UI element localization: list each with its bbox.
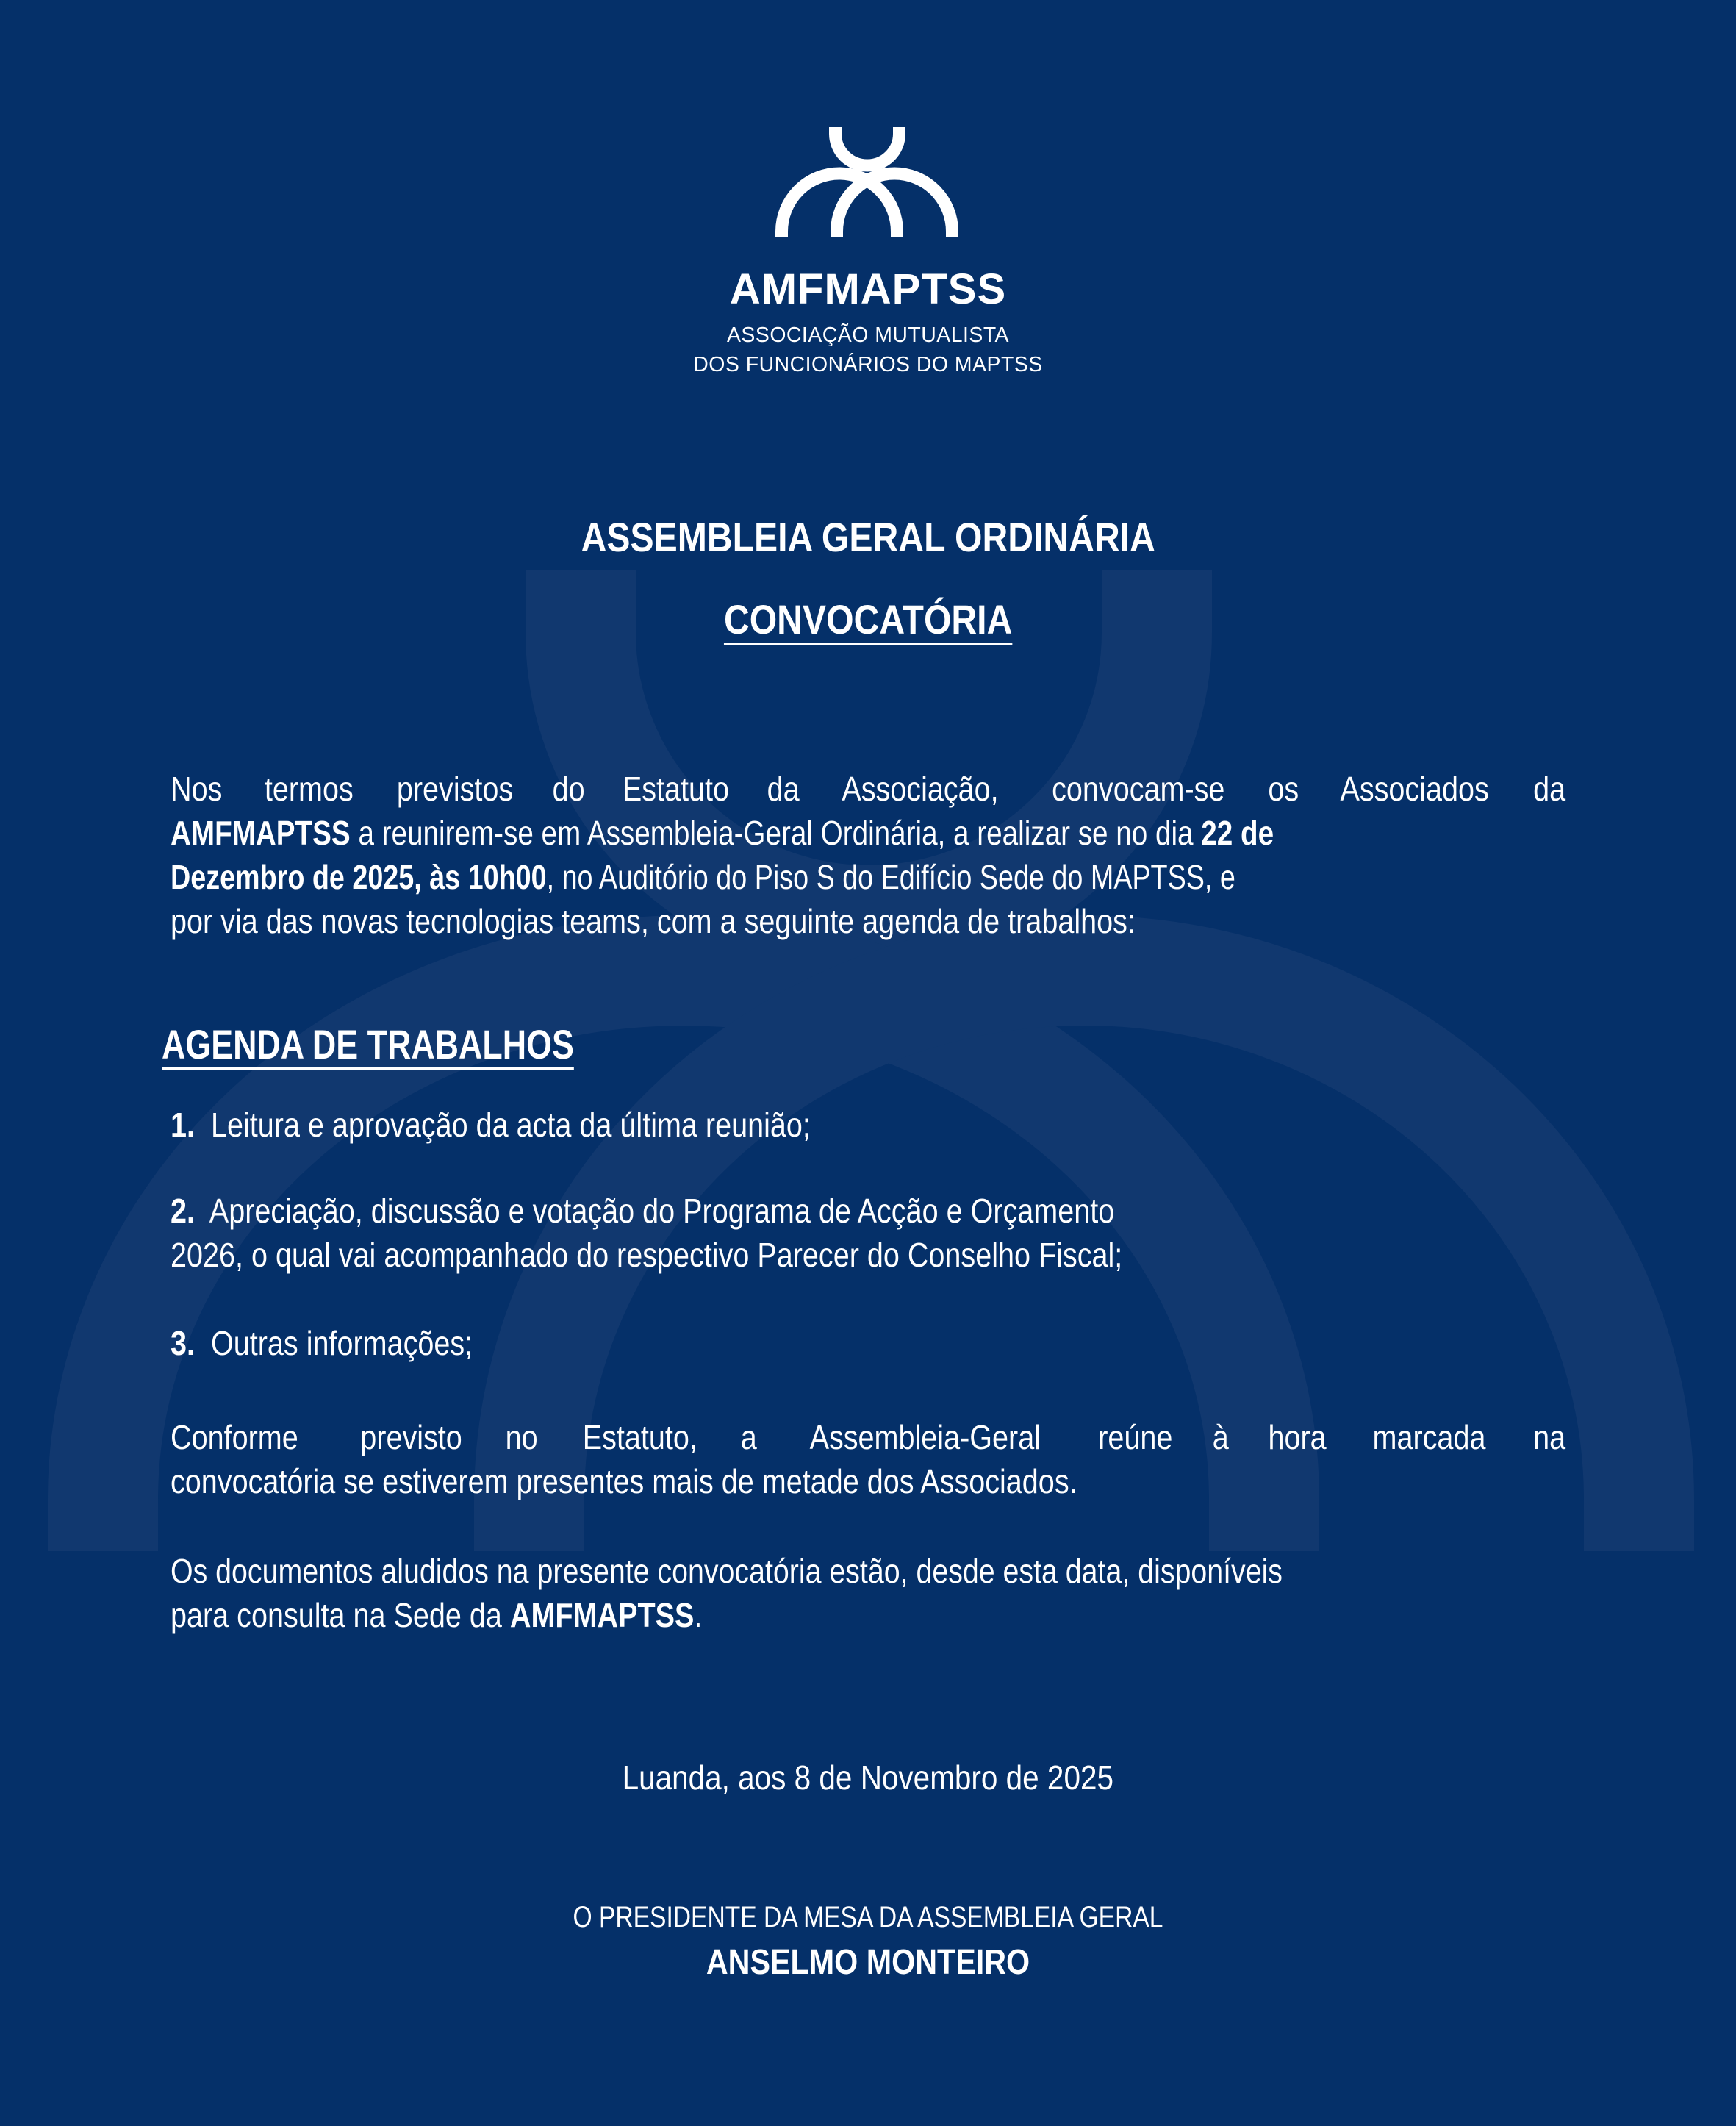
word: Assembleia-Geral [809, 1418, 1041, 1456]
word: Associação, [842, 770, 999, 808]
word: previstos [397, 770, 514, 808]
word: Nos [171, 770, 223, 808]
page-title-text: ASSEMBLEIA GERAL ORDINÁRIA [581, 514, 1155, 560]
intro-line-4 [171, 901, 1136, 941]
word: da [1532, 770, 1565, 808]
brand-subtitle-line1: ASSOCIAÇÃO MUTUALISTA [726, 323, 1010, 347]
org-name: AMFMAPTSS [509, 1596, 695, 1634]
signatory-name [0, 1942, 1736, 1983]
amfmaptss-logo-icon [764, 118, 978, 250]
documents-line-2 [171, 1595, 702, 1635]
agenda-item-text: Leitura e aprovação da acta da última reunião; [210, 1106, 811, 1144]
agenda-item-text: 2026, o qual vai acompanhado do respectivo Parecer do Conselho Fiscal; [171, 1236, 1123, 1274]
word: os [1268, 770, 1299, 808]
word: termos [265, 770, 354, 808]
brand-name: AMFMAPTSS [729, 265, 1007, 313]
word: no [505, 1418, 538, 1456]
word: Estatuto, [582, 1418, 697, 1456]
page-title [0, 513, 1736, 561]
word: Associados [1340, 770, 1489, 808]
documents-text: para consulta na Sede da [171, 1596, 510, 1634]
org-name: AMFMAPTSS [171, 814, 351, 852]
page-subtitle-text: CONVOCATÓRIA [723, 596, 1013, 643]
agenda-item-2-continued [171, 1235, 1122, 1275]
word: hora [1268, 1418, 1327, 1456]
agenda-item-text: Outras informações; [210, 1324, 473, 1362]
intro-text: a reunirem-se em Assembleia-Geral Ordinária, a realizar se no dia [350, 814, 1202, 852]
agenda-heading-text: AGENDA DE TRABALHOS [162, 1021, 574, 1067]
agenda-item-3 [171, 1323, 473, 1363]
agenda-heading [162, 1020, 677, 1068]
word: Estatuto [622, 770, 730, 808]
place-date-text: Luanda, aos 8 de Novembro de 2025 [622, 1758, 1114, 1797]
signatory-role [0, 1901, 1736, 1934]
meeting-date-time: Dezembro de 2025, às 10h00 [171, 858, 547, 896]
word: Conforme [171, 1418, 298, 1456]
intro-line-2 [171, 813, 1274, 853]
agenda-item-number: 2. [171, 1192, 196, 1230]
word: marcada [1372, 1418, 1486, 1456]
word: previsto [359, 1418, 462, 1456]
quorum-line-2 [171, 1461, 1077, 1501]
word: da [767, 770, 800, 808]
agenda-item-text: Apreciação, discussão e votação do Programa de Acção e Orçamento [209, 1192, 1115, 1230]
documents-line-1 [171, 1551, 1283, 1591]
word: convocam-se [1052, 770, 1225, 808]
place-date [0, 1758, 1736, 1797]
word: na [1532, 1418, 1565, 1456]
signatory-role-text: O PRESIDENTE DA MESA DA ASSEMBLEIA GERAL [573, 1901, 1163, 1933]
intro-text-end: por via das novas tecnologias teams, com a seguinte agenda de trabalhos: [171, 902, 1136, 940]
agenda-item-1 [171, 1105, 811, 1145]
agenda-item-2 [171, 1191, 1114, 1231]
brand-subtitle-line2: DOS FUNCIONÁRIOS DO MAPTSS [693, 353, 1043, 376]
word: a [740, 1418, 757, 1456]
intro-line-3 [171, 857, 1235, 897]
documents-period: . [694, 1596, 703, 1634]
agenda-item-number: 3. [171, 1324, 196, 1362]
page-subtitle [0, 595, 1736, 643]
signatory-name-text: ANSELMO MONTEIRO [706, 1943, 1030, 1982]
word: à [1213, 1418, 1230, 1456]
intro-line-1 [171, 769, 1565, 809]
meeting-date-part1: 22 de [1201, 814, 1274, 852]
quorum-text: convocatória se estiverem presentes mais de metade dos Associados. [171, 1462, 1077, 1500]
quorum-line-1 [171, 1417, 1565, 1457]
agenda-item-number: 1. [171, 1106, 196, 1144]
word: do [552, 770, 585, 808]
meeting-location: , no Auditório do Piso S do Edifício Sede do MAPTSS, e [546, 858, 1235, 896]
word: reúne [1098, 1418, 1173, 1456]
documents-text: Os documentos aludidos na presente convocatória estão, desde esta data, disponíveis [171, 1552, 1283, 1590]
